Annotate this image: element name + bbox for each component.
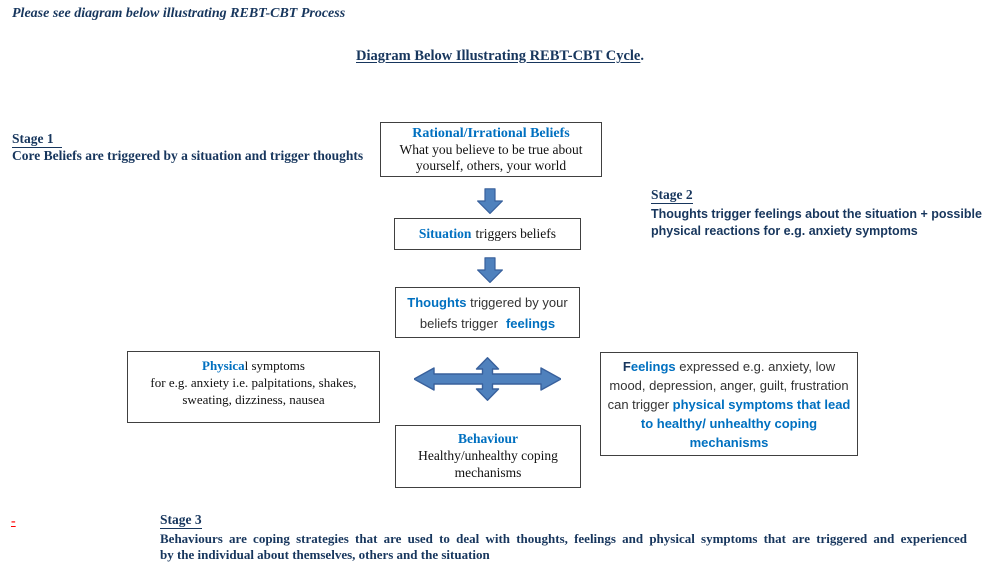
- stage3-body-line2: by the individual about themselves, others and the situation: [160, 546, 490, 562]
- stage3-block: [160, 511, 967, 562]
- stage2-label: Stage 2: [651, 187, 693, 202]
- situation-box-rest: triggers beliefs: [475, 226, 557, 241]
- stage2-block: [651, 186, 1000, 240]
- behaviour-box-body: Healthy/unhealthy coping mechanisms: [418, 448, 558, 480]
- physical-symptoms-box: [127, 351, 380, 423]
- physical-box-rest: l symptoms: [244, 358, 305, 373]
- diagram-title-text: Diagram Below Illustrating REBT-CBT Cycle: [356, 48, 641, 64]
- situation-box: [394, 218, 581, 250]
- stage3-label: Stage 3: [160, 512, 202, 527]
- thoughts-box-highlight2: feelings: [505, 315, 556, 331]
- behaviour-box: [395, 425, 581, 488]
- stage1-label: Stage 1: [12, 131, 62, 148]
- down-arrow-icon: [477, 257, 503, 283]
- feelings-box-mid: expressed e.g. anxiety, low mood, depression, anger, guilt, frustration can trigger: [607, 358, 849, 412]
- beliefs-box-heading: Rational/Irrational Beliefs: [412, 126, 570, 141]
- behaviour-box-heading: Behaviour: [457, 431, 518, 446]
- thoughts-box: [395, 287, 580, 338]
- feelings-box-lead: F: [622, 358, 631, 374]
- beliefs-box: [380, 122, 602, 177]
- physical-box-body: for e.g. anxiety i.e. palpitations, shakes, sweating, dizziness, nausea: [150, 375, 357, 407]
- four-way-arrow-icon: [414, 357, 561, 401]
- stage1-block: [12, 130, 392, 164]
- situation-box-highlight: Situation: [418, 226, 472, 241]
- stage3-body-line1: Behaviours are coping strategies that are used to deal with thoughts, feelings and physical symptoms that are triggered and experienced: [160, 531, 967, 546]
- red-dash-mark: -: [11, 514, 16, 529]
- diagram-title-period: .: [640, 48, 644, 64]
- down-arrow-icon: [477, 188, 503, 214]
- feelings-box: [600, 352, 858, 456]
- thoughts-box-highlight: Thoughts: [407, 294, 467, 310]
- feelings-box-tail: physical symptoms that lead to healthy/ unhealthy coping mechanisms: [640, 396, 851, 450]
- stage2-body: Thoughts trigger feelings about the situation + possible physical reactions for e.g. anxiety symptoms: [651, 207, 982, 238]
- beliefs-box-body: What you believe to be true about yourself, others, your world: [399, 142, 583, 173]
- feelings-box-highlight: eelings: [630, 358, 676, 374]
- thoughts-box-mid: triggered by your beliefs trigger: [419, 294, 568, 331]
- intro-text: Please see diagram below illustrating REBT-CBT Process: [12, 6, 346, 21]
- diagram-title: [0, 47, 1000, 65]
- stage1-body: Core Beliefs are triggered by a situation and trigger thoughts: [12, 148, 364, 163]
- physical-box-highlight: Physica: [202, 358, 245, 373]
